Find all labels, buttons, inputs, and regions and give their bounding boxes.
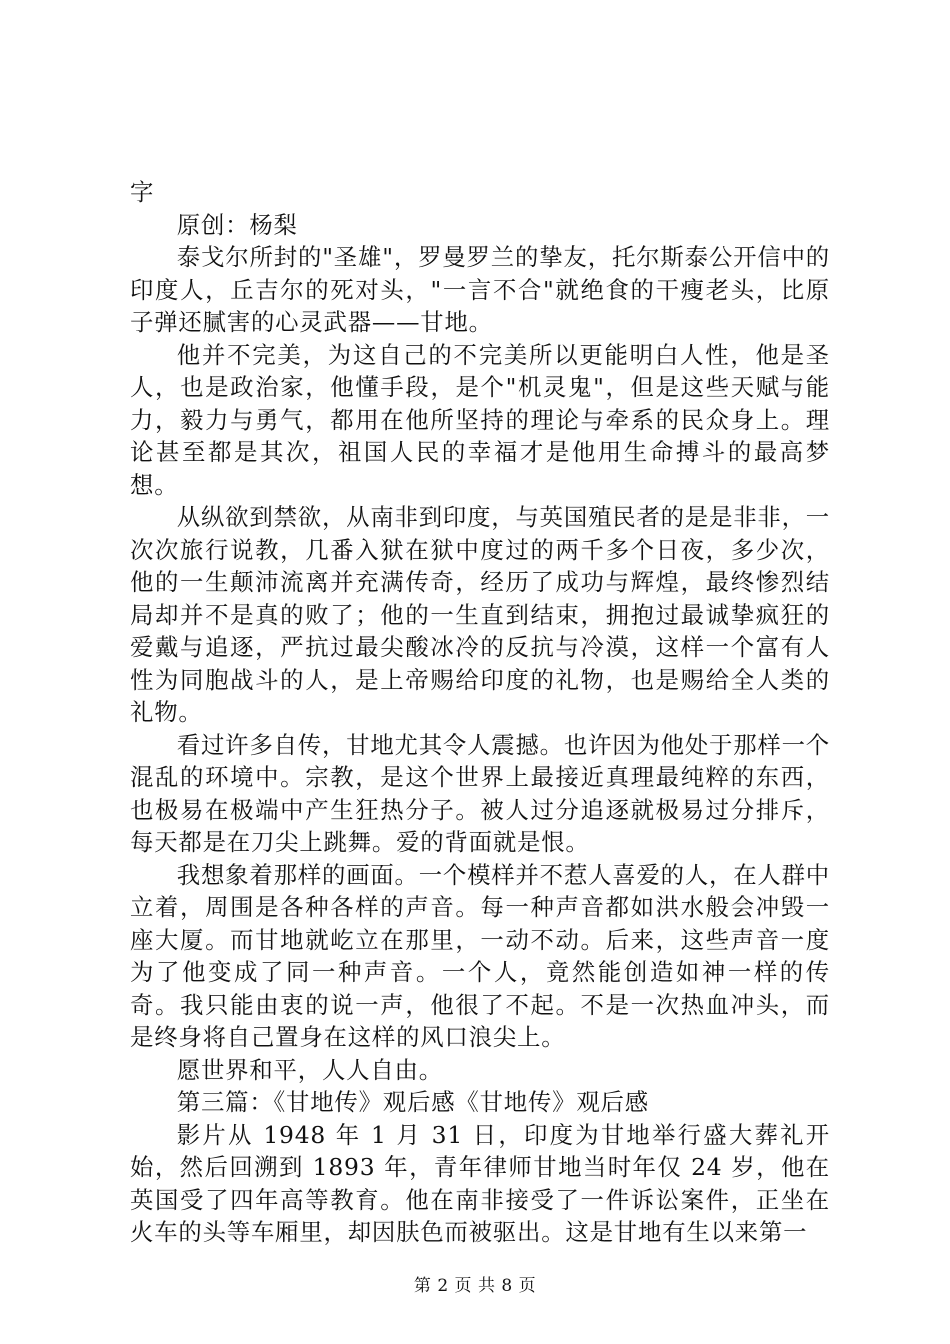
section-heading: 第三篇：《甘地传》观后感《甘地传》观后感 bbox=[176, 1088, 649, 1116]
paragraph: 看过许多自传，甘地尤其令人震撼。也许因为他处于那样一个混乱的环境中。宗教，是这个世界上最接近真理最纯粹的东西，也极易在极端中产生狂热分子。被人过分追逐就极易过分排斥，每天都是在刀尖上跳舞。爱的背面就是恨。 bbox=[130, 730, 830, 856]
paragraph: 他并不完美，为这自己的不完美所以更能明白人性，他是圣人，也是政治家，他懂手段，是个"机灵鬼"，但是这些天赋与能力，毅力与勇气，都用在他所坚持的理论与牵系的民众身上。理论甚至都是其次，祖国人民的幸福才是他用生命搏斗的最高梦想。 bbox=[130, 340, 830, 499]
paragraph: 我想象着那样的画面。一个模样并不惹人喜爱的人，在人群中立着，周围是各种各样的声音。每一种声音都如洪水般会冲毁一座大厦。而甘地就屹立在那里，一动不动。后来，这些声音一度为了他变成了同一种声音。一个人，竟然能创造如神一样的传奇。我只能由衷的说一声，他很了不起。不是一次热血冲头，而是终身将自己置身在这样的风口浪尖上。 bbox=[130, 860, 830, 1051]
page-footer: 第 2 页 共 8 页 bbox=[413, 1276, 537, 1296]
paragraph: 泰戈尔所封的"圣雄"，罗曼罗兰的挚友，托尔斯泰公开信中的印度人，丘吉尔的死对头，"一言不合"就绝食的干瘦老头，比原子弹还腻害的心灵武器——甘地。 bbox=[130, 243, 830, 336]
paragraph: 愿世界和平，人人自由。 bbox=[176, 1055, 443, 1084]
paragraph-continuation: 字 bbox=[130, 178, 155, 206]
document-body bbox=[130, 176, 830, 1249]
paragraph: 影片从 1948 年 1 月 31 日，印度为甘地举行盛大葬礼开始，然后回溯到 1893 年，青年律师甘地当时年仅 24 岁，他在英国受了四年高等教育。他在南非接受了一件诉讼案件，正坐在火车的头等车厢里，却因肤色而被驱出。这是甘地有生以来第一 bbox=[130, 1120, 830, 1246]
paragraph-author: 原创：杨梨 bbox=[176, 210, 298, 239]
paragraph: 从纵欲到禁欲，从南非到印度，与英国殖民者的是是非非，一次次旅行说教，几番入狱在狱中度过的两千多个日夜，多少次，他的一生颠沛流离并充满传奇，经历了成功与辉煌，最终惨烈结局却并不是真的败了；他的一生直到结束，拥抱过最诚挚疯狂的爱戴与追逐，严抗过最尖酸冰冷的反抗与冷漠，这样一个富有人性为同胞战斗的人，是上帝赐给印度的礼物，也是赐给全人类的礼物。 bbox=[130, 503, 830, 726]
